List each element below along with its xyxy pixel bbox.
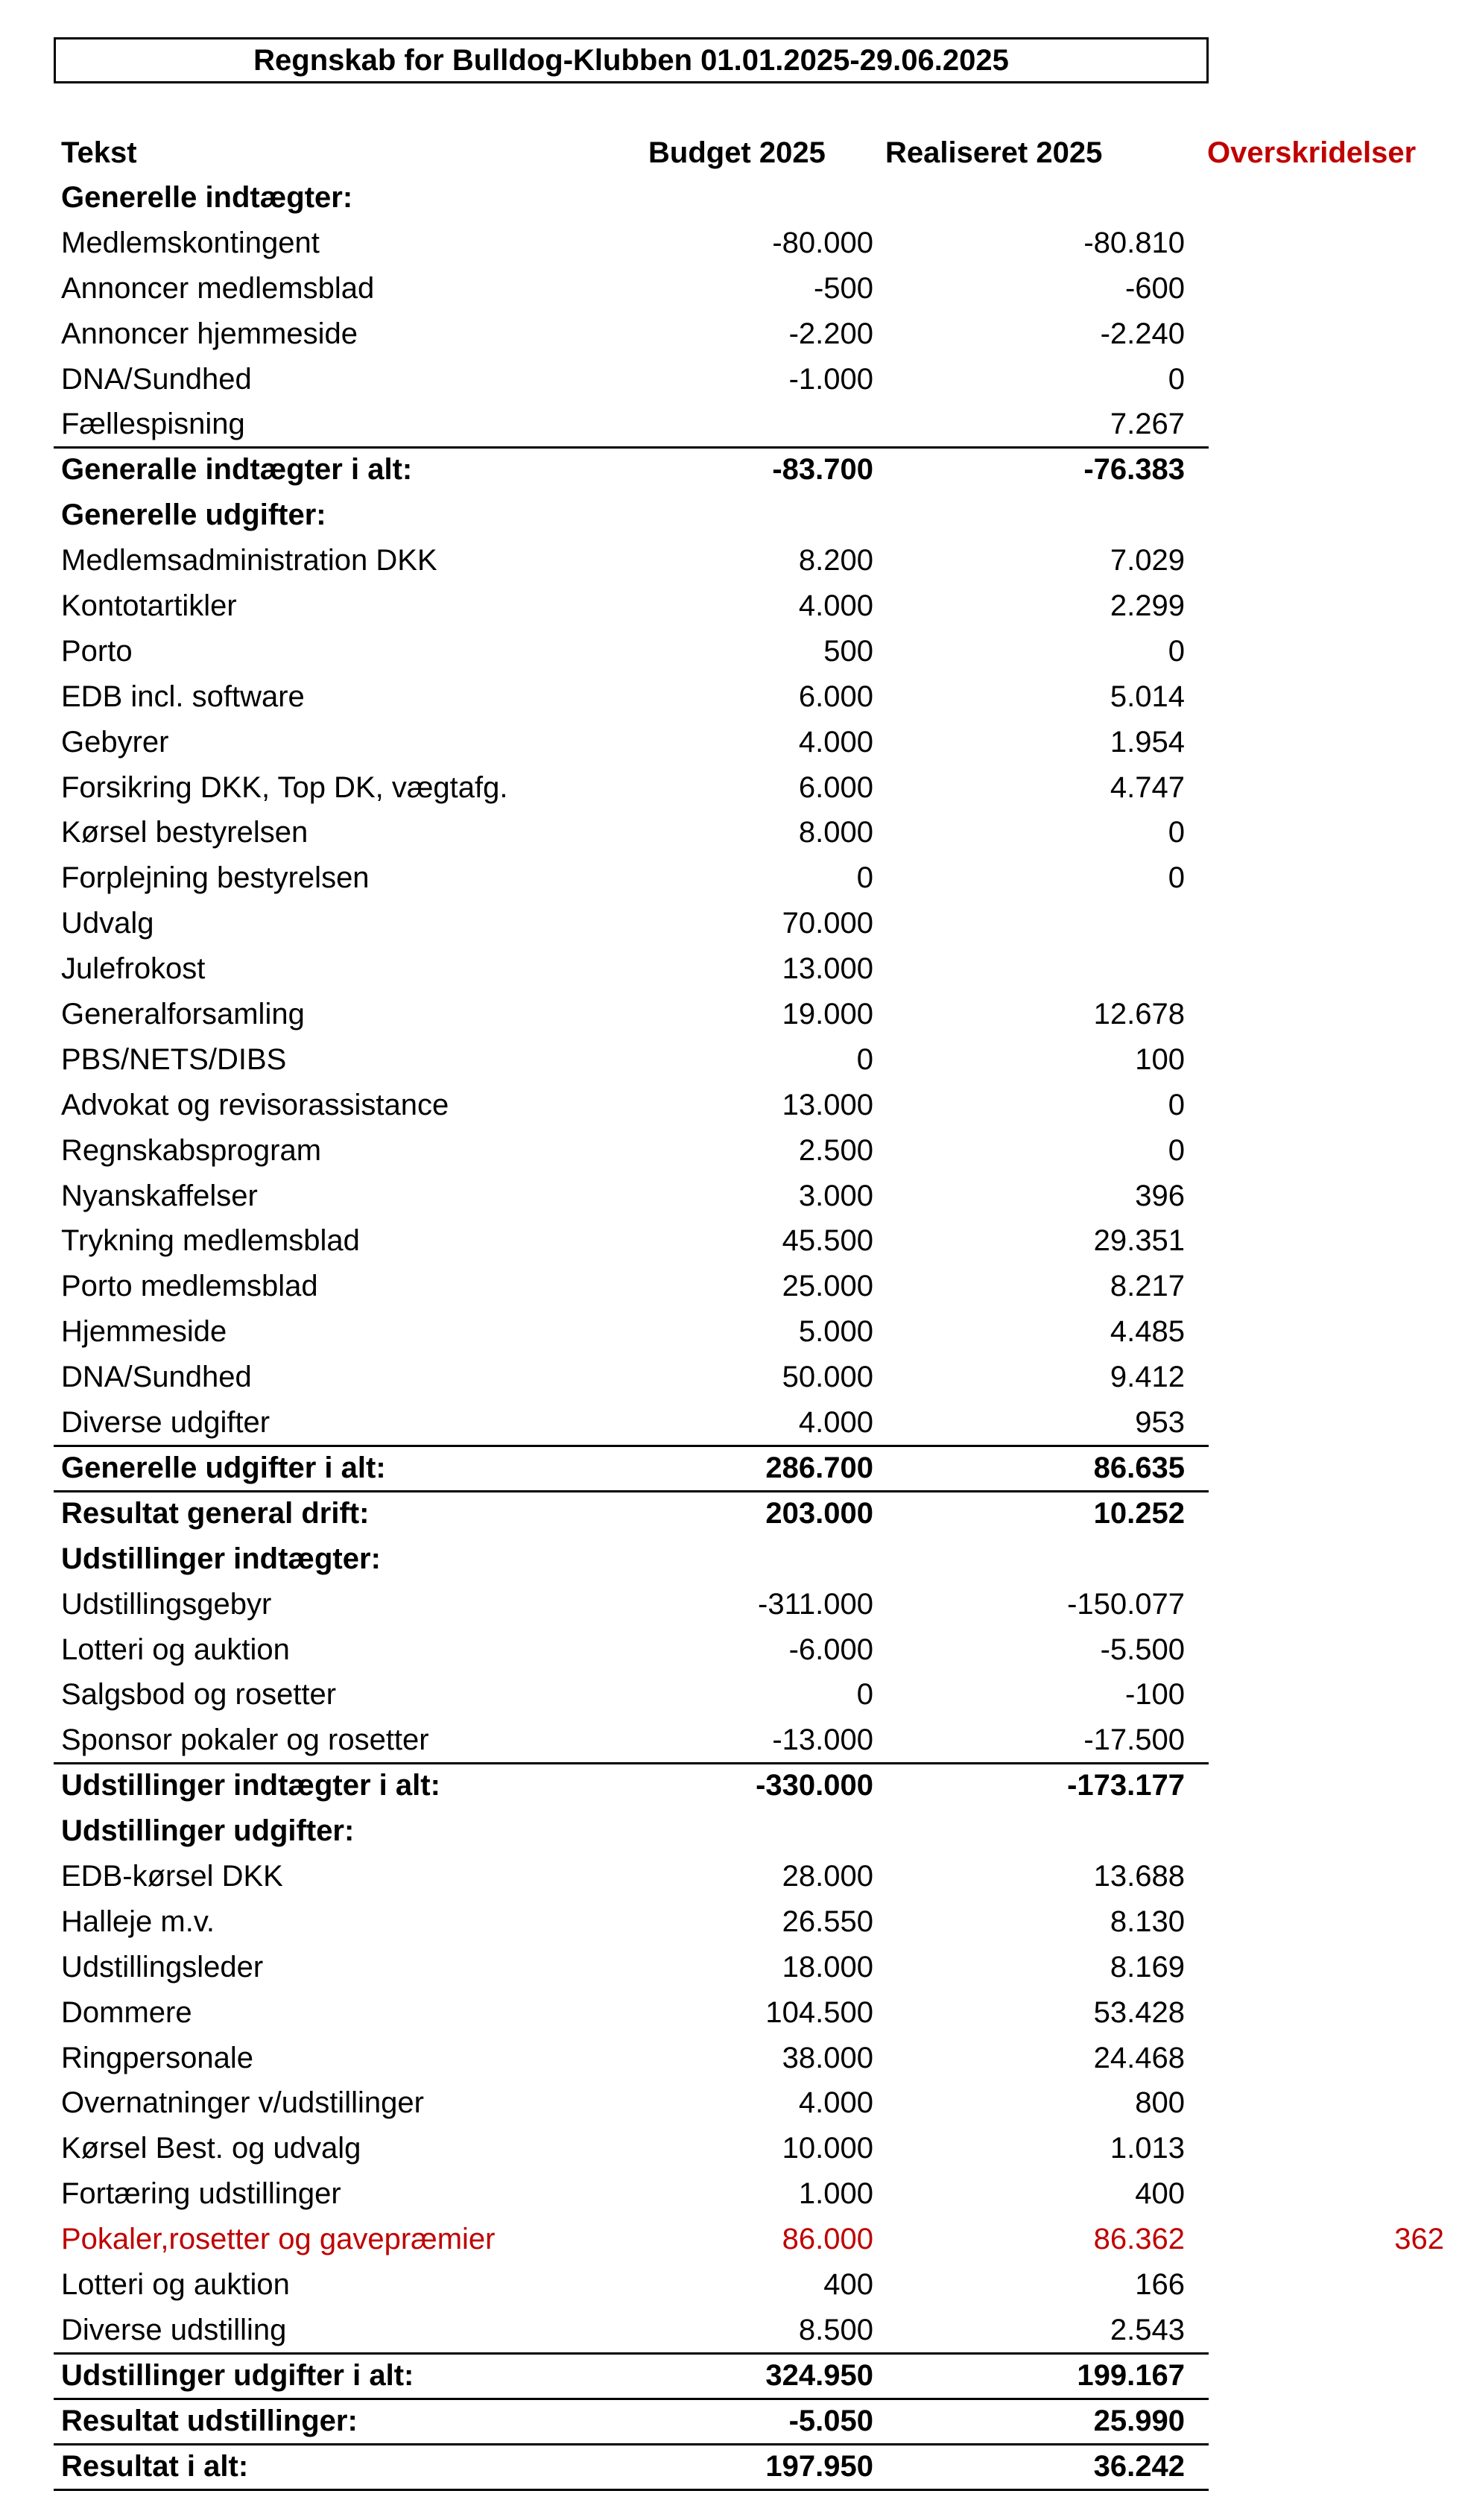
table-row [0,2127,1462,2172]
table-row [0,1401,1462,1446]
table-row [0,1946,1462,1991]
overrun-cell: 362 [1394,2223,1444,2256]
table-row [0,856,1462,902]
row-label: Generalle indtægter i alt: [61,453,413,487]
row-label: Nyanskaffelser [61,1179,258,1212]
row-label: Forplejning bestyrelsen [61,861,370,895]
row-label: Diverse udgifter [61,1406,270,1440]
budget-cell: 19.000 [782,998,873,1031]
table-row [0,1174,1462,1220]
budget-cell: 86.000 [782,2223,873,2256]
table-row [0,1264,1462,1310]
realized-cell: 2.543 [1110,2313,1185,2346]
accounts-table [0,176,1462,2489]
realized-cell: 8.169 [1110,1950,1185,1984]
budget-cell: 26.550 [782,1905,873,1938]
budget-cell: 13.000 [782,952,873,986]
row-label: Udstillingsleder [61,1950,264,1984]
table-row [0,2172,1462,2217]
table-row [0,1855,1462,1900]
realized-cell: 7.029 [1110,544,1185,577]
table-row [0,1628,1462,1674]
budget-cell: 203.000 [765,1496,873,1530]
column-header-overrun: Overskridelser [1207,136,1417,169]
realized-cell: 0 [1168,816,1185,849]
realized-cell: -80.810 [1083,226,1185,259]
realized-cell: 800 [1135,2086,1185,2120]
realized-cell: 5.014 [1110,680,1185,713]
budget-cell: 0 [856,1678,873,1712]
total-row [0,2445,1462,2490]
budget-cell: 25.000 [782,1270,873,1303]
total-row [0,448,1462,493]
budget-cell: 197.950 [765,2449,873,2483]
realized-cell: 4.747 [1110,770,1185,804]
realized-cell: 86.362 [1093,2223,1185,2256]
row-label: Resultat general drift: [61,1496,370,1530]
realized-cell: -600 [1124,271,1185,305]
budget-cell: 6.000 [798,680,873,713]
row-label: Udstillinger indtægter: [61,1542,381,1575]
row-label: Forsikring DKK, Top DK, vægtafg. [61,770,508,804]
table-row [0,221,1462,267]
budget-cell: -13.000 [772,1723,873,1757]
table-row [0,947,1462,993]
realized-cell: 0 [1168,362,1185,396]
row-label: Annoncer medlemsblad [61,271,375,305]
budget-cell: 6.000 [798,770,873,804]
realized-cell: 9.412 [1110,1361,1185,1394]
table-row [0,2036,1462,2082]
row-label: Pokaler,rosetter og gavepræmier [61,2223,496,2256]
table-row [0,358,1462,403]
realized-cell: 24.468 [1093,2041,1185,2074]
budget-cell: 5.000 [798,1315,873,1349]
table-row [0,721,1462,766]
total-row [0,1492,1462,1537]
budget-cell: -1.000 [788,362,873,396]
table-row [0,1673,1462,1718]
budget-cell: -500 [813,271,873,305]
realized-cell: 396 [1135,1179,1185,1212]
column-header-realized: Realiseret 2025 [885,136,1103,169]
section-header-row [0,176,1462,221]
row-label: Kørsel bestyrelsen [61,816,308,849]
row-label: Udvalg [61,907,154,940]
table-row [0,675,1462,721]
budget-cell: 8.500 [798,2313,873,2346]
realized-cell: 166 [1135,2267,1185,2301]
realized-cell: 10.252 [1093,1496,1185,1530]
budget-cell: 50.000 [782,1361,873,1394]
total-row [0,1764,1462,1809]
row-label: Generalforsamling [61,998,305,1031]
realized-cell: 29.351 [1093,1224,1185,1258]
total-row [0,1446,1462,1492]
row-label: Lotteri og auktion [61,2267,290,2301]
realized-cell: 53.428 [1093,1995,1185,2029]
budget-cell: -330.000 [756,1769,873,1802]
table-row [0,630,1462,675]
budget-cell: -83.700 [772,453,873,487]
budget-cell: -311.000 [758,1587,873,1621]
column-header-text: Tekst [61,136,137,169]
row-label: Medlemskontingent [61,226,320,259]
realized-cell: 199.167 [1077,2358,1185,2392]
table-row [0,902,1462,947]
realized-cell: 1.013 [1110,2132,1185,2165]
realized-cell: 13.688 [1093,1859,1185,1893]
table-row [0,2308,1462,2354]
realized-cell: -173.177 [1067,1769,1185,1802]
row-label: Annoncer hjemmeside [61,317,358,350]
row-label: Generelle udgifter: [61,498,326,532]
budget-cell: 8.200 [798,544,873,577]
table-row [0,539,1462,584]
realized-cell: 86.635 [1093,1451,1185,1484]
realized-cell: 100 [1135,1042,1185,1076]
row-label: Regnskabsprogram [61,1133,322,1167]
realized-cell: 12.678 [1093,998,1185,1031]
realized-cell: 7.267 [1110,408,1185,441]
budget-cell: 400 [823,2267,873,2301]
row-label: Hjemmeside [61,1315,227,1349]
table-row [0,1718,1462,1764]
budget-cell: 4.000 [798,2086,873,2120]
budget-cell: 0 [856,1042,873,1076]
row-label: Kontotartikler [61,589,237,623]
realized-cell: -100 [1124,1678,1185,1712]
table-row [0,2263,1462,2308]
budget-cell: -6.000 [788,1633,873,1666]
realized-cell: 0 [1168,861,1185,895]
row-label: Medlemsadministration DKK [61,544,437,577]
budget-cell: 2.500 [798,1133,873,1167]
row-label: EDB-kørsel DKK [61,1859,283,1893]
row-label: Overnatninger v/udstillinger [61,2086,424,2120]
realized-cell: 8.217 [1110,1270,1185,1303]
row-label: Fortæring udstillinger [61,2177,341,2211]
budget-cell: 3.000 [798,1179,873,1212]
budget-cell: -2.200 [788,317,873,350]
budget-cell: 70.000 [782,907,873,940]
table-row [0,811,1462,856]
table-row [0,2217,1462,2263]
table-row [0,1083,1462,1129]
budget-cell: 1.000 [798,2177,873,2211]
table-row [0,1219,1462,1264]
row-label: EDB incl. software [61,680,305,713]
row-label: Porto medlemsblad [61,1270,318,1303]
row-label: DNA/Sundhed [61,1361,252,1394]
budget-cell: 0 [856,861,873,895]
row-label: Porto [61,634,133,668]
realized-cell: -5.500 [1100,1633,1185,1666]
realized-cell: 0 [1168,1088,1185,1121]
realized-cell: 953 [1135,1406,1185,1440]
budget-cell: -80.000 [772,226,873,259]
budget-cell: 104.500 [765,1995,873,2029]
budget-cell: 10.000 [782,2132,873,2165]
budget-cell: 38.000 [782,2041,873,2074]
realized-cell: -150.077 [1067,1587,1185,1621]
row-label: Salgsbod og rosetter [61,1678,337,1712]
column-header-budget: Budget 2025 [648,136,826,169]
row-label: Trykning medlemsblad [61,1224,360,1258]
row-label: Udstillingsgebyr [61,1587,272,1621]
table-row [0,1129,1462,1174]
row-label: Advokat og revisorassistance [61,1088,449,1121]
realized-cell: 1.954 [1110,725,1185,759]
realized-cell: 0 [1168,1133,1185,1167]
table-row [0,312,1462,358]
budget-cell: 4.000 [798,1406,873,1440]
realized-cell: 36.242 [1093,2449,1185,2483]
table-row [0,1355,1462,1401]
row-label: Julefrokost [61,952,206,986]
row-label: Dommere [61,1995,192,2029]
row-label: Udstillinger indtægter i alt: [61,1769,440,1802]
row-label: Diverse udstilling [61,2313,287,2346]
table-row [0,766,1462,811]
report-title: Regnskab for Bulldog-Klubben 01.01.2025-29.06.2025 [54,37,1209,83]
section-header-row [0,1537,1462,1583]
budget-cell: 4.000 [798,725,873,759]
total-row [0,2399,1462,2445]
budget-cell: 13.000 [782,1088,873,1121]
row-label: Fællespisning [61,408,245,441]
budget-cell: -5.050 [788,2404,873,2437]
row-label: PBS/NETS/DIBS [61,1042,287,1076]
table-row [0,1310,1462,1355]
row-label: DNA/Sundhed [61,362,252,396]
budget-cell: 286.700 [765,1451,873,1484]
realized-cell: 25.990 [1093,2404,1185,2437]
realized-cell: 2.299 [1110,589,1185,623]
table-row [0,993,1462,1038]
row-label: Udstillinger udgifter i alt: [61,2358,414,2392]
row-label: Gebyrer [61,725,169,759]
budget-cell: 324.950 [765,2358,873,2392]
budget-cell: 8.000 [798,816,873,849]
section-header-row [0,493,1462,539]
table-row [0,1038,1462,1083]
realized-cell: 400 [1135,2177,1185,2211]
row-label: Generelle indtægter: [61,181,353,214]
budget-cell: 4.000 [798,589,873,623]
table-row [0,402,1462,448]
table-row [0,1991,1462,2036]
row-label: Generelle udgifter i alt: [61,1451,386,1484]
realized-cell: -17.500 [1083,1723,1185,1757]
row-label: Resultat udstillinger: [61,2404,358,2437]
total-row [0,2354,1462,2399]
budget-cell: 18.000 [782,1950,873,1984]
row-label: Sponsor pokaler og rosetter [61,1723,429,1757]
row-label: Halleje m.v. [61,1905,215,1938]
realized-cell: 0 [1168,634,1185,668]
row-label: Lotteri og auktion [61,1633,290,1666]
row-label: Ringpersonale [61,2041,253,2074]
budget-cell: 500 [823,634,873,668]
row-label: Kørsel Best. og udvalg [61,2132,361,2165]
realized-cell: -76.383 [1083,453,1185,487]
table-row [0,2081,1462,2127]
table-row [0,267,1462,312]
realized-cell: 8.130 [1110,1905,1185,1938]
realized-cell: 4.485 [1110,1315,1185,1349]
table-row [0,1900,1462,1946]
section-header-row [0,1809,1462,1855]
row-label: Udstillinger udgifter: [61,1814,355,1848]
table-row [0,1583,1462,1628]
realized-cell: -2.240 [1100,317,1185,350]
budget-cell: 28.000 [782,1859,873,1893]
table-row [0,584,1462,630]
row-label: Resultat i alt: [61,2449,249,2483]
budget-cell: 45.500 [782,1224,873,1258]
